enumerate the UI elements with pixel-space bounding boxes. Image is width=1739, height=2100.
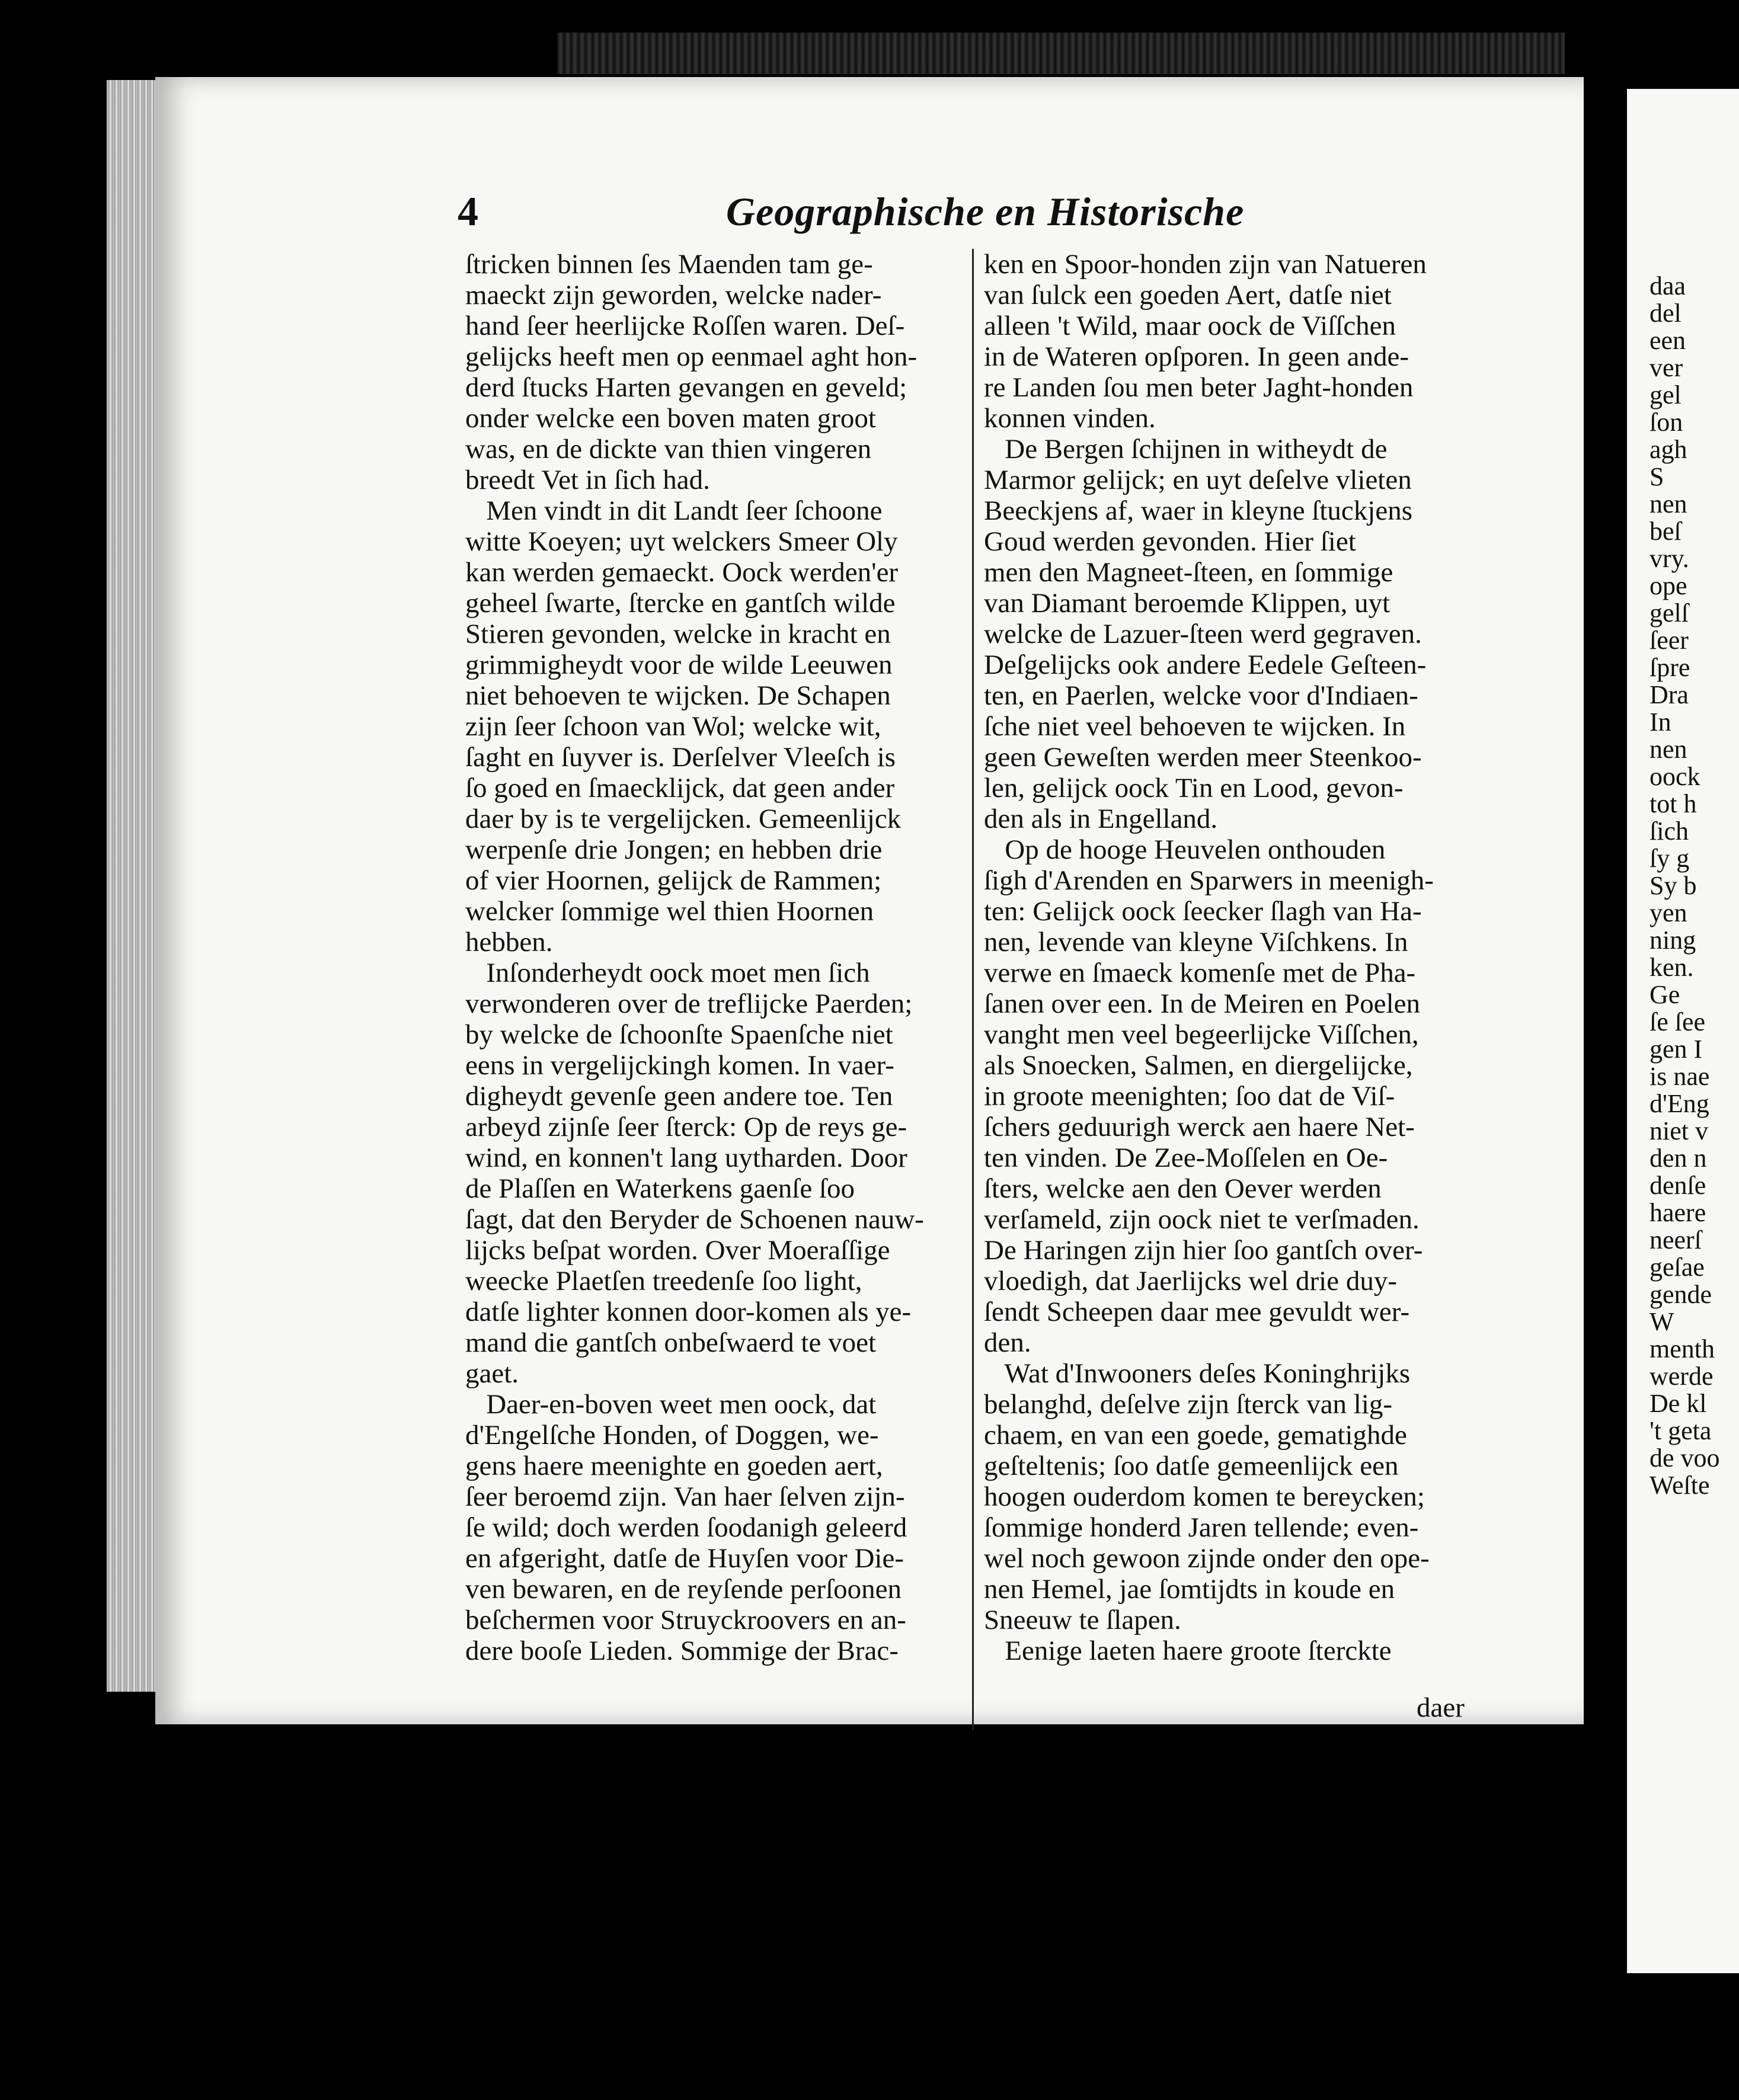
text-line: den. <box>984 1327 1031 1358</box>
fragment-line: gende <box>1650 1280 1712 1309</box>
text-line: ſe wild; doch werden ſoodanigh geleerd <box>465 1512 907 1543</box>
text-line: wel noch gewoon zijnde onder den ope- <box>984 1543 1430 1574</box>
fragment-line: In <box>1650 708 1671 737</box>
text-line: of vier Hoornen, gelijck de Rammen; <box>465 865 882 896</box>
fragment-line: ſich <box>1650 817 1689 846</box>
fragment-line: gelſ <box>1650 598 1689 628</box>
text-line: konnen vinden. <box>984 403 1156 434</box>
text-line: ven bewaren, en de reyſende perſoonen <box>465 1574 902 1605</box>
text-line: Inſonderheydt oock moet men ſich <box>465 958 870 988</box>
text-line: ſchers geduurigh werck aen haere Net- <box>984 1112 1415 1142</box>
text-line: Men vindt in dit Landt ſeer ſchoone <box>465 495 883 526</box>
text-line: weecke Plaetſen treedenſe ſoo light, <box>465 1266 862 1297</box>
text-line: eens in vergelijckingh komen. In vaer- <box>465 1050 894 1081</box>
text-line: Eenige laeten haere groote ſterckte <box>984 1635 1392 1666</box>
fragment-line: gen I <box>1650 1035 1703 1064</box>
text-line: Daer-en-boven weet men oock, dat <box>465 1389 877 1420</box>
text-line: gaet. <box>465 1358 519 1389</box>
page-edges-left <box>107 80 163 1692</box>
text-line: ten, en Paerlen, welcke voor d'Indiaen- <box>984 680 1418 711</box>
text-line: alleen 't Wild, maar oock de Viſſchen <box>984 310 1396 341</box>
left-text-column <box>465 249 951 1666</box>
text-line: Deſgelijcks ook andere Eedele Geſteen- <box>984 649 1427 680</box>
text-line: De Haringen zijn hier ſoo gantſch over- <box>984 1235 1423 1266</box>
fragment-line: neerſ <box>1650 1225 1702 1254</box>
fragment-line: agh <box>1650 435 1687 464</box>
text-line: hebben. <box>465 927 553 958</box>
text-line: Sneeuw te ſlapen. <box>984 1605 1181 1635</box>
text-line: breedt Vet in ſich had. <box>465 465 710 495</box>
fragment-line: ning <box>1650 926 1696 955</box>
text-line: mand die gantſch onbeſwaerd te voet <box>465 1327 876 1358</box>
text-line: witte Koeyen; uyt welckers Smeer Oly <box>465 526 898 557</box>
text-line: beſchermen voor Struyckroovers en an- <box>465 1605 906 1635</box>
fragment-line: yen <box>1650 898 1687 927</box>
fragment-line: Dra <box>1650 680 1689 709</box>
fragment-line: Ge <box>1650 980 1680 1009</box>
text-line: verwe en ſmaeck komenſe met de Pha- <box>984 958 1416 988</box>
text-line: lijcks beſpat worden. Over Moeraſſige <box>465 1235 890 1266</box>
text-line: Op de hooge Heuvelen onthouden <box>984 834 1386 865</box>
fragment-line: de voo <box>1650 1443 1720 1472</box>
text-line: ſigh d'Arenden en Sparwers in meenigh- <box>984 865 1434 896</box>
text-line: Marmor gelijck; en uyt deſelve vlieten <box>984 465 1412 495</box>
text-line: belanghd, deſelve zijn ſterck van lig- <box>984 1389 1393 1420</box>
text-line: d'Engelſche Honden, of Doggen, we- <box>465 1420 879 1451</box>
text-line: ſanen over een. In de Meiren en Poelen <box>984 988 1421 1019</box>
fragment-line: oock <box>1650 762 1700 791</box>
fragment-line: W <box>1650 1307 1674 1336</box>
fragment-line: d'Eng <box>1650 1089 1709 1118</box>
text-line: ſendt Scheepen daar mee gevuldt wer- <box>984 1297 1410 1327</box>
text-line: ſtricken binnen ſes Maenden tam ge- <box>465 249 873 280</box>
text-line: ſaght en ſuyver is. Derſelver Vleeſch is <box>465 742 896 773</box>
fragment-line: een <box>1650 326 1686 355</box>
text-line: digheydt gevenſe geen andere toe. Ten <box>465 1081 893 1112</box>
fragment-line: Sy b <box>1650 871 1697 900</box>
text-line: welcke de Lazuer-ſteen werd gegraven. <box>984 619 1422 649</box>
facing-page-text <box>1650 273 1738 1499</box>
fragment-line: ken. <box>1650 953 1694 982</box>
text-line: kan werden gemaeckt. Oock werden'er <box>465 557 899 588</box>
text-line: hoogen ouderdom komen te bereycken; <box>984 1481 1425 1512</box>
text-line: daer by is te vergelijcken. Gemeenlijck <box>465 803 902 834</box>
text-line: Wat d'Inwooners deſes Koninghrijks <box>984 1358 1411 1389</box>
text-line: nen, levende van kleyne Viſchkens. In <box>984 927 1408 958</box>
text-line: gens haere meenighte en goeden aert, <box>465 1451 883 1481</box>
column-divider <box>972 249 974 1730</box>
text-line: vanght men veel begeerlijcke Viſſchen, <box>984 1019 1419 1050</box>
fragment-line: gel <box>1650 380 1682 409</box>
fragment-line: werde <box>1650 1362 1714 1391</box>
text-line: Stieren gevonden, welcke in kracht en <box>465 619 891 649</box>
fragment-line: ope <box>1650 571 1687 600</box>
text-line: ken en Spoor-honden zijn van Natueren <box>984 249 1427 280</box>
text-line: verſameld, zijn oock niet te verſmaden. <box>984 1204 1420 1235</box>
fragment-line: ſy g <box>1650 844 1690 873</box>
text-line: De Bergen ſchijnen in witheydt de <box>984 434 1388 465</box>
fragment-line: denſe <box>1650 1171 1706 1200</box>
fragment-line: 't geta <box>1650 1416 1712 1445</box>
fragment-line: is nae <box>1650 1062 1710 1091</box>
text-line: welcker ſommige wel thien Hoornen <box>465 896 874 927</box>
fragment-line: ſeer <box>1650 626 1689 655</box>
text-line: maeckt zijn geworden, welcke nader- <box>465 280 882 310</box>
text-line: den als in Engelland. <box>984 803 1218 834</box>
fragment-line: beſ <box>1650 517 1682 546</box>
text-line: van Diamant beroemde Klippen, uyt <box>984 588 1390 619</box>
text-line: ſche niet veel behoeven te wijcken. In <box>984 711 1406 742</box>
page-number: 4 <box>458 189 478 235</box>
text-line: vloedigh, dat Jaerlijcks wel drie duy- <box>984 1266 1397 1297</box>
fragment-line: vry. <box>1650 544 1689 573</box>
fragment-line: niet v <box>1650 1116 1708 1145</box>
text-line: ſters, welcke aen den Oever werden <box>984 1173 1382 1204</box>
running-head: Geographische en Historische <box>726 189 1245 234</box>
fragment-line: Weſte <box>1650 1471 1710 1500</box>
text-line: en afgeright, datſe de Huyſen voor Die- <box>465 1543 904 1574</box>
text-line: arbeyd zijnſe ſeer ſterck: Op de reys ge- <box>465 1112 907 1142</box>
text-line: niet behoeven te wijcken. De Schapen <box>465 680 891 711</box>
text-line: by welcke de ſchoonſte Spaenſche niet <box>465 1019 893 1050</box>
fragment-line: ſe ſee <box>1650 1007 1706 1036</box>
text-line: men den Magneet-ſteen, en ſommige <box>984 557 1393 588</box>
text-line: onder welcke een boven maten groot <box>465 403 876 434</box>
text-line: ſommige honderd Jaren tellende; even- <box>984 1512 1419 1543</box>
text-line: ten vinden. De Zee-Moſſelen en Oe- <box>984 1142 1388 1173</box>
text-line: in groote meenighten; ſoo dat de Viſ- <box>984 1081 1395 1112</box>
text-line: Goud werden gevonden. Hier ſiet <box>984 526 1356 557</box>
fragment-line: daa <box>1650 271 1686 300</box>
text-line: Beeckjens af, waer in kleyne ſtuckjens <box>984 495 1412 526</box>
text-line: van ſulck een goeden Aert, datſe niet <box>984 280 1392 310</box>
text-line: ſagt, dat den Beryder de Schoenen nauw- <box>465 1204 924 1235</box>
text-line: de Plaſſen en Waterkens gaenſe ſoo <box>465 1173 855 1204</box>
fragment-line: S <box>1650 462 1664 491</box>
text-line: zijn ſeer ſchoon van Wol; welcke wit, <box>465 711 881 742</box>
text-line: ſo goed en ſmaecklijck, dat geen ander <box>465 773 895 803</box>
fragment-line: geſae <box>1650 1253 1705 1282</box>
text-line: geſteltenis; ſoo datſe gemeenlijck een <box>984 1451 1399 1481</box>
right-text-column <box>984 249 1476 1666</box>
fragment-line: den n <box>1650 1144 1707 1173</box>
text-line: hand ſeer heerlijcke Roſſen waren. Deſ- <box>465 310 905 341</box>
fragment-line: ſpre <box>1650 653 1690 682</box>
text-line: ten: Gelijck oock ſeecker ſlagh van Ha- <box>984 896 1422 927</box>
fragment-line: tot h <box>1650 789 1697 818</box>
fragment-line: nen <box>1650 735 1687 764</box>
text-line: ſeer beroemd zijn. Van haer ſelven zijn- <box>465 1481 905 1512</box>
text-line: was, en de dickte van thien vingeren <box>465 434 872 465</box>
fragment-line: ſon <box>1650 408 1683 437</box>
text-line: in de Wateren opſporen. In geen ande- <box>984 341 1409 372</box>
text-line: nen Hemel, jae ſomtijdts in koude en <box>984 1574 1395 1605</box>
fragment-line: del <box>1650 299 1682 328</box>
text-line: datſe lighter konnen door-komen als ye- <box>465 1297 912 1327</box>
text-line: chaem, en van een goede, gematighde <box>984 1420 1407 1451</box>
text-line: wind, en konnen't lang uytharden. Door <box>465 1142 907 1173</box>
facing-page-fragment <box>1627 89 1739 1973</box>
text-line: re Landen ſou men beter Jaght-honden <box>984 372 1414 403</box>
text-line: geen Geweſten werden meer Steenkoo- <box>984 742 1422 773</box>
text-line: werpenſe drie Jongen; en hebben drie <box>465 834 883 865</box>
text-line: dere booſe Lieden. Sommige der Brac- <box>465 1635 899 1666</box>
fragment-line: De kl <box>1650 1389 1707 1418</box>
text-line: gelijcks heeft men op eenmael aght hon- <box>465 341 918 372</box>
text-line: grimmigheydt voor de wilde Leeuwen <box>465 649 893 680</box>
text-line: len, gelijck oock Tin en Lood, gevon- <box>984 773 1404 803</box>
text-line: als Snoecken, Salmen, en diergelijcke, <box>984 1050 1413 1081</box>
fragment-line: nen <box>1650 489 1687 518</box>
text-line: derd ſtucks Harten gevangen en geveld; <box>465 372 907 403</box>
book-edge-top <box>557 33 1565 74</box>
fragment-line: ver <box>1650 353 1683 382</box>
catchword: daer <box>1417 1692 1465 1723</box>
fragment-line: haere <box>1650 1198 1706 1227</box>
fragment-line: menth <box>1650 1334 1715 1363</box>
text-line: verwonderen over de treflijcke Paerden; <box>465 988 913 1019</box>
text-line: geheel ſwarte, ſtercke en gantſch wilde <box>465 588 896 619</box>
